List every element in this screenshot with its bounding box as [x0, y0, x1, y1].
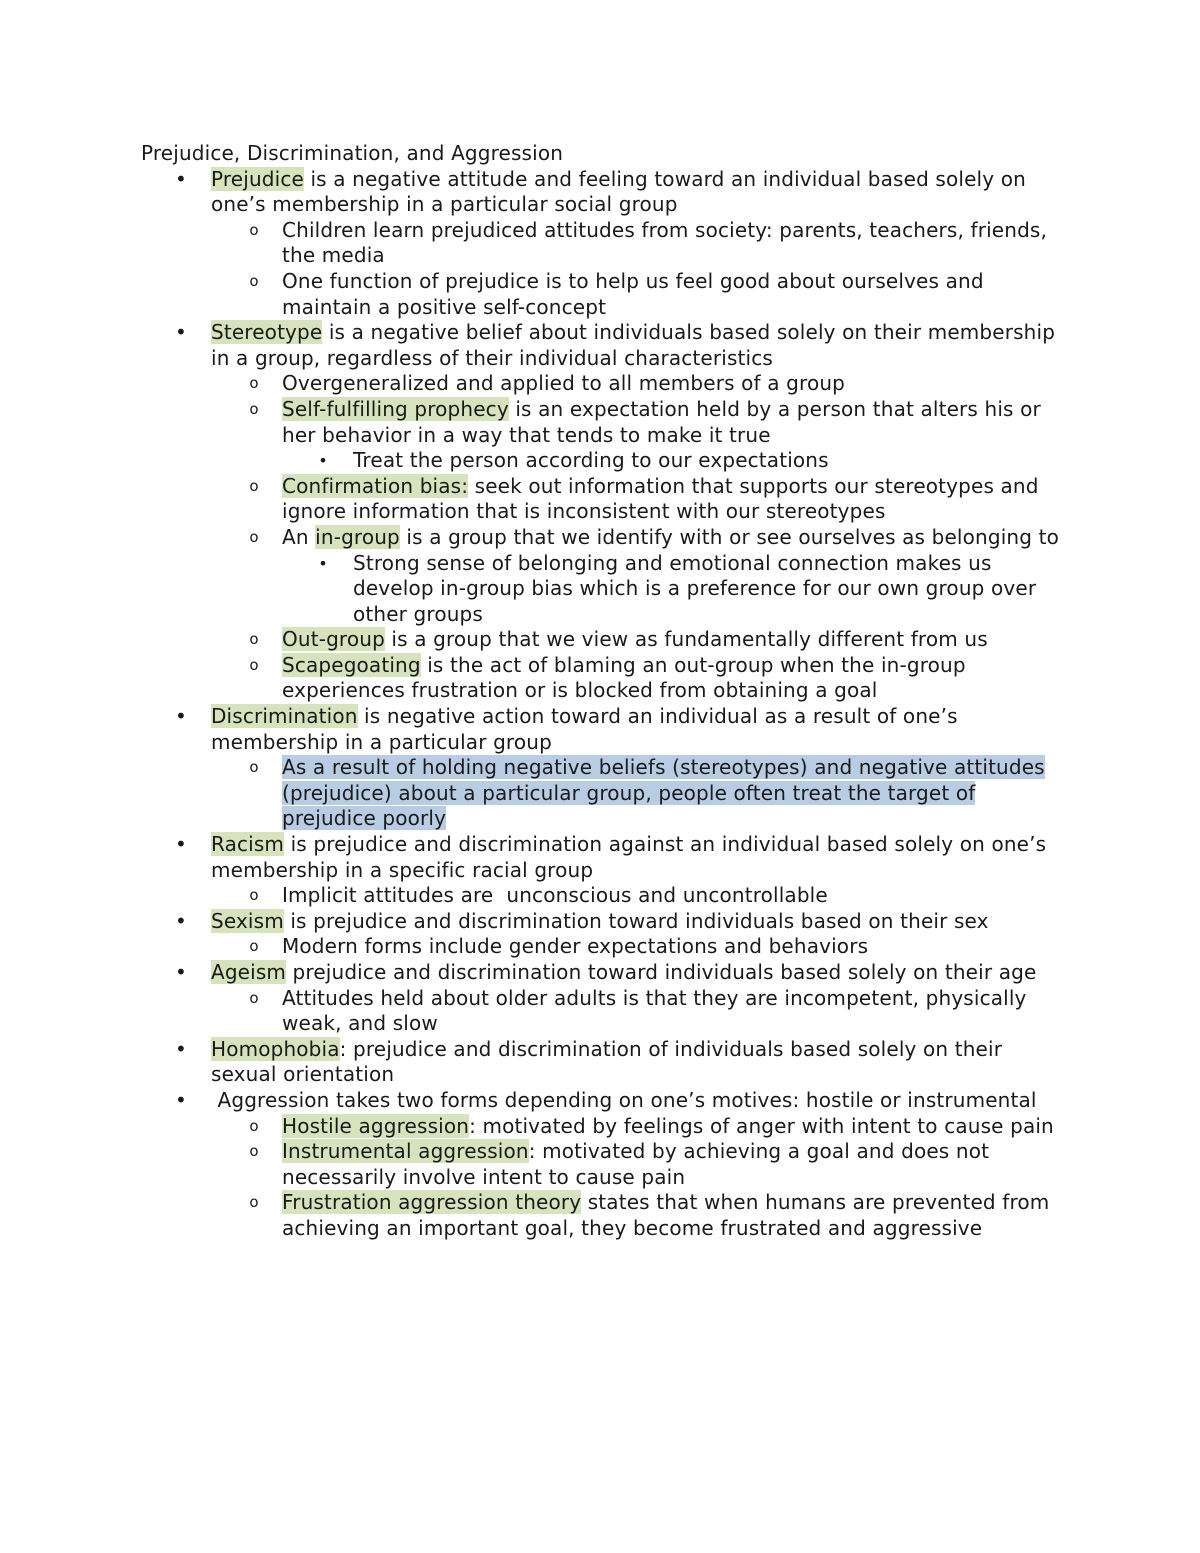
highlighted-term: Out-group — [282, 627, 385, 652]
item-text: is a negative belief about individuals based solely on their membership in a group, regardless of their individual characteristics — [211, 320, 1056, 370]
bullet-glyph: • — [175, 832, 187, 857]
item-prefix: An — [282, 524, 316, 549]
selected-text[interactable]: As a result of holding negative beliefs (stereotypes) and negative attitudes (prejudice) about a particular group, people often treat the target of prejudice poorly — [282, 755, 1045, 831]
highlighted-term: Ageism — [211, 960, 287, 984]
item-text: : prejudice and discrimination of individuals based solely on their sexual orientation — [211, 1036, 1003, 1087]
bullet-glyph: • — [175, 1087, 187, 1112]
list-item — [141, 934, 1071, 960]
list-item-out-group — [141, 627, 1071, 653]
sub-bullet-glyph: o — [249, 655, 259, 674]
bullet-glyph: • — [175, 908, 187, 933]
item-text: is an expectation held by a person that alters his or her behavior in a way that tends to make it true — [282, 396, 1041, 447]
bullet-glyph: • — [175, 166, 187, 191]
document-body — [141, 141, 1071, 1242]
item-text: Attitudes held about older adults is that they are incompetent, physically weak, and slow — [282, 985, 1027, 1036]
item-text: Overgeneralized and applied to all members of a group — [282, 371, 845, 396]
bullet-list — [141, 167, 1071, 1242]
list-item — [141, 551, 1071, 628]
highlighted-term: Prejudice — [211, 166, 304, 191]
item-text: Children learn prejudiced attitudes from society: parents, teachers, friends, the media — [282, 217, 1047, 268]
list-item-prejudice — [141, 167, 1071, 218]
sub-bullet-glyph: o — [249, 476, 259, 495]
highlighted-term: in-group — [315, 524, 400, 549]
sub-sub-bullet-glyph: • — [318, 451, 328, 471]
sub-bullet-glyph: o — [249, 630, 259, 649]
sub-bullet-glyph: o — [249, 271, 259, 290]
sub-bullet-glyph: o — [249, 937, 259, 956]
document-title: Prejudice, Discrimination, and Aggression — [141, 141, 564, 165]
highlighted-term: Stereotype — [211, 320, 323, 345]
highlighted-term: Discrimination — [211, 704, 358, 729]
sub-bullet-glyph: o — [249, 758, 259, 777]
sub-bullet-glyph: o — [249, 399, 259, 418]
list-item-frustration-aggression-theory — [141, 1190, 1071, 1241]
list-item-scapegoating — [141, 653, 1071, 704]
list-item-hostile-aggression — [141, 1114, 1071, 1140]
item-text: Aggression takes two forms depending on one’s motives: hostile or instrumental — [211, 1087, 1037, 1112]
item-text: is prejudice and discrimination against an individual based solely on one’s membership in a specific racial group — [211, 832, 1047, 882]
sub-bullet-glyph: o — [249, 1116, 259, 1135]
item-text: : motivated by achieving a goal and does not necessarily involve intent to cause pain — [282, 1139, 990, 1189]
highlighted-term: Homophobia — [211, 1036, 340, 1061]
list-item — [141, 883, 1071, 909]
item-text: is a group that we view as fundamentally different from us — [384, 627, 988, 652]
sub-bullet-glyph: o — [249, 220, 259, 239]
item-text: is prejudice and discrimination toward individuals based on their sex — [283, 908, 989, 933]
list-item-ageism — [141, 960, 1071, 986]
bullet-glyph: • — [175, 1036, 187, 1061]
item-text: prejudice and discrimination toward individuals based solely on their age — [286, 960, 1037, 984]
list-item — [141, 986, 1071, 1037]
item-text: Strong sense of belonging and emotional connection makes us develop in-group bias which is a preference for our own group over other groups — [353, 550, 1037, 626]
list-item-aggression — [141, 1088, 1071, 1114]
item-text: is a negative attitude and feeling toward an individual based solely on one’s membership in a particular social group — [211, 166, 1026, 217]
list-item-stereotype — [141, 320, 1071, 371]
item-text: : motivated by feelings of anger with intent to cause pain — [469, 1113, 1054, 1138]
list-item-racism — [141, 832, 1071, 883]
bullet-glyph: • — [175, 320, 187, 345]
highlighted-term: Frustration aggression theory — [282, 1190, 582, 1215]
highlighted-term: Confirmation bias: — [282, 473, 469, 498]
list-item-sexism — [141, 909, 1071, 935]
highlighted-term: Scapegoating — [282, 652, 421, 677]
sub-sub-bullet-glyph: • — [318, 553, 328, 573]
sub-bullet-glyph: o — [249, 1142, 259, 1161]
list-item — [141, 269, 1071, 320]
sub-bullet-glyph: o — [249, 988, 259, 1007]
sub-bullet-glyph: o — [249, 1193, 259, 1212]
list-item — [141, 218, 1071, 269]
list-item-self-fulfilling-prophecy — [141, 397, 1071, 448]
sub-bullet-glyph: o — [249, 374, 259, 393]
highlighted-term: Racism — [211, 832, 285, 857]
list-item-in-group — [141, 525, 1071, 551]
bullet-glyph: • — [175, 960, 187, 984]
item-text: is the act of blaming an out-group when the in-group experiences frustration or is blocked from obtaining a goal — [282, 652, 966, 703]
highlighted-term: Sexism — [211, 908, 284, 933]
sub-bullet-glyph: o — [249, 527, 259, 546]
item-text: seek out information that supports our stereotypes and ignore information that is inconsistent with our stereotypes — [282, 473, 1039, 524]
item-text: is a group that we identify with or see ourselves as belonging to — [399, 524, 1059, 549]
item-text: Treat the person according to our expectations — [353, 448, 829, 473]
highlighted-term: Instrumental aggression — [282, 1139, 529, 1164]
item-text: states that when humans are prevented from achieving an important goal, they become frustrated and aggressive — [282, 1190, 1050, 1240]
list-item-discrimination — [141, 704, 1071, 755]
bullet-glyph: • — [175, 704, 187, 729]
item-text: Implicit attitudes are unconscious and uncontrollable — [282, 883, 828, 908]
highlighted-term: Self-fulfilling prophecy — [282, 396, 509, 421]
list-item-selected-text — [141, 755, 1071, 832]
item-text: One function of prejudice is to help us feel good about ourselves and maintain a positive self-concept — [282, 268, 984, 319]
sub-bullet-glyph: o — [249, 886, 259, 905]
list-item — [141, 448, 1071, 474]
list-item — [141, 371, 1071, 397]
highlighted-term: Hostile aggression — [282, 1113, 470, 1138]
item-text: Modern forms include gender expectations and behaviors — [282, 934, 869, 959]
list-item-confirmation-bias — [141, 474, 1071, 525]
list-item-homophobia — [141, 1037, 1071, 1088]
item-text: is negative action toward an individual as a result of one’s membership in a particular group — [211, 704, 958, 754]
list-item-instrumental-aggression — [141, 1139, 1071, 1190]
